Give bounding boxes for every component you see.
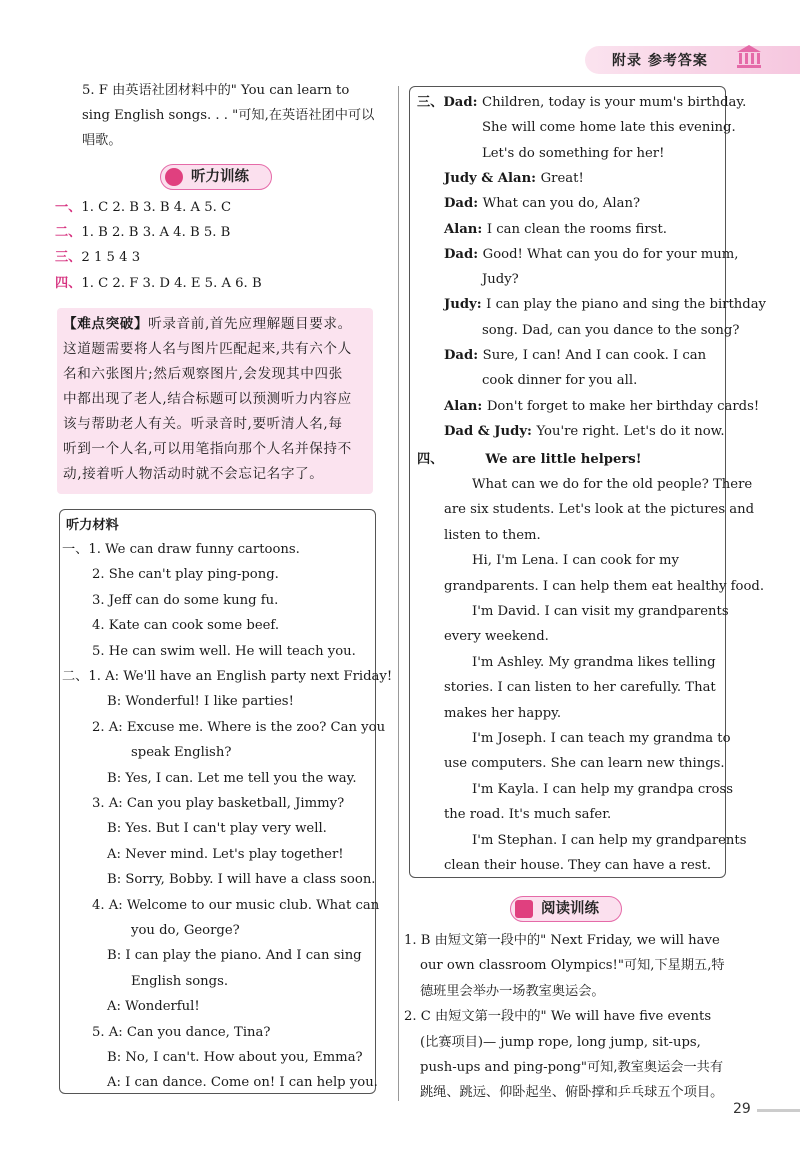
material-line: 3. Jeff can do some kung fu. (92, 592, 279, 608)
material-line: B: I can play the piano. And I can sing (107, 948, 362, 964)
listening-section-title (160, 164, 272, 190)
part4-line: stories. I can listen to her carefully. That (444, 680, 716, 696)
header-title: 附录 参考答案 (612, 53, 708, 69)
material-line: A: I can dance. Come on! I can help you. (107, 1075, 378, 1091)
reading-section-title (510, 896, 622, 922)
part4-line: I'm Ashley. My grandma likes telling (472, 654, 716, 670)
answer-row: 四、1. C 2. F 3. D 4. E 5. A 6. B (55, 276, 262, 291)
part4-line: Hi, I'm Lena. I can cook for my (472, 553, 679, 569)
answer-row: 一、1. C 2. B 3. B 4. A 5. C (55, 200, 232, 215)
listening-title-text: 听力训练 (191, 169, 249, 185)
dialog-line: Alan: I can clean the rooms first. (444, 221, 667, 237)
dialog-line: Judy: I can play the piano and sing the birthday (444, 297, 767, 313)
tip-line: 【难点突破】听录音前,首先应理解题目要求。 (63, 316, 352, 332)
dialog-line: Dad: Sure, I can! And I can cook. I can (444, 348, 707, 363)
tip-line: 名和六张图片;然后观察图片,会发现其中四张 (63, 366, 343, 382)
dialog-line: Dad & Judy: You're right. Let's do it now. (444, 423, 725, 439)
dialog-line: Let's do something for her! (482, 145, 665, 161)
book-icon (515, 900, 533, 918)
part4-line: every weekend. (444, 629, 549, 645)
part4-line: clean their house. They can have a rest. (444, 858, 712, 873)
material-line: 5. He can swim well. He will teach you. (92, 643, 356, 659)
material-line: 5. A: Can you dance, Tina? (92, 1024, 271, 1040)
material-line: 一、1. We can draw funny cartoons. (62, 542, 300, 557)
material-line: English songs. (131, 973, 229, 989)
page-number-line (757, 1109, 800, 1112)
column-divider (398, 86, 399, 1101)
reading-line: push-ups and ping-pong"可知,教室奥运会一共有 (420, 1060, 724, 1075)
material-line: you do, George? (131, 923, 240, 938)
tip-line: 听到一个人名,可以用笔指向那个人名并保持不 (63, 441, 352, 457)
answer-row: 三、2 1 5 4 3 (55, 250, 141, 265)
tip-line: 该与帮助老人有关。听录音时,要听清人名,每 (63, 416, 343, 432)
part4-heading: 四、 We are little helpers! (417, 452, 642, 467)
temple-icon (735, 42, 763, 70)
part4-line: I'm Joseph. I can teach my grandma to (472, 731, 731, 746)
dialog-line: 三、Dad: Children, today is your mum's birthday. (417, 95, 747, 110)
dialog-line: song. Dad, can you dance to the song? (482, 322, 740, 338)
dialog-line: Judy? (482, 272, 519, 288)
reading-line: 跳绳、跳远、仰卧起坐、俯卧撑和乒乓球五个项目。 (420, 1085, 724, 1101)
material-line: 2. A: Excuse me. Where is the zoo? Can you (92, 719, 386, 735)
part4-line: makes her happy. (444, 705, 562, 721)
part4-line: the road. It's much safer. (444, 807, 612, 823)
part4-line: I'm David. I can visit my grandparents (472, 604, 729, 619)
top-answer-line-1: 5. F 由英语社团材料中的" You can learn to (82, 83, 350, 98)
dialog-line: Dad: Good! What can you do for your mum, (444, 246, 739, 262)
material-line: 3. A: Can you play basketball, Jimmy? (92, 796, 345, 811)
material-line: B: Yes, I can. Let me tell you the way. (107, 770, 357, 786)
tip-line: 这道题需要将人名与图片匹配起来,共有六个人 (63, 341, 352, 357)
difficulty-tip-box (57, 308, 373, 494)
page-number: 29 (733, 1101, 751, 1117)
part4-line: listen to them. (444, 527, 541, 543)
dialog-line: cook dinner for you all. (482, 373, 638, 389)
dialog-line: Alan: Don't forget to make her birthday cards! (444, 398, 760, 414)
material-line: 4. Kate can cook some beef. (92, 618, 280, 634)
dialog-line: Dad: What can you do, Alan? (444, 196, 641, 212)
material-title: 听力材料 (66, 518, 119, 533)
reading-line: 1. B 由短文第一段中的" Next Friday, we will have (404, 933, 720, 948)
top-answer-line-3: 唱歌。 (82, 133, 122, 148)
part4-line: are six students. Let's look at the pictures and (444, 502, 755, 518)
reading-line: 德班里会举办一场教室奥运会。 (420, 983, 605, 999)
material-line: 二、1. A: We'll have an English party next Friday! (62, 669, 393, 684)
headphones-icon (165, 168, 183, 186)
material-line: B: Yes. But I can't play very well. (107, 821, 327, 837)
material-line: speak English? (131, 745, 232, 761)
top-answer-line-2: sing English songs. . . "可知,在英语社团中可以 (82, 108, 375, 123)
part4-line: I'm Stephan. I can help my grandparents (472, 832, 747, 848)
part4-line: grandparents. I can help them eat healthy food. (444, 578, 765, 594)
tip-line: 中都出现了老人,结合标题可以预测听力内容应 (63, 391, 352, 407)
part4-line: What can we do for the old people? There (472, 477, 753, 492)
reading-line: 2. C 由短文第一段中的" We will have five events (404, 1009, 712, 1025)
answer-row: 二、1. B 2. B 3. A 4. B 5. B (55, 225, 231, 240)
material-line: B: No, I can't. How about you, Emma? (107, 1050, 363, 1065)
reading-line: our own classroom Olympics!"可知,下星期五,特 (420, 958, 725, 974)
reading-line: (比赛项目)— jump rope, long jump, sit-ups, (420, 1034, 701, 1050)
material-line: 2. She can't play ping-pong. (92, 567, 279, 583)
dialog-line: Judy & Alan: Great! (444, 170, 584, 186)
material-line: B: Sorry, Bobby. I will have a class soon. (107, 872, 376, 888)
material-line: A: Wonderful! (107, 999, 200, 1015)
material-line: 4. A: Welcome to our music club. What can (92, 897, 380, 913)
part4-line: use computers. She can learn new things. (444, 756, 725, 772)
material-line: B: Wonderful! I like parties! (107, 694, 294, 710)
part4-line: I'm Kayla. I can help my grandpa cross (472, 781, 733, 797)
dialog-line: She will come home late this evening. (482, 120, 736, 136)
tip-line: 动,接着听人物活动时就不会忘记名字了。 (63, 466, 324, 482)
reading-title-text: 阅读训练 (541, 901, 599, 917)
material-line: A: Never mind. Let's play together! (107, 846, 344, 862)
